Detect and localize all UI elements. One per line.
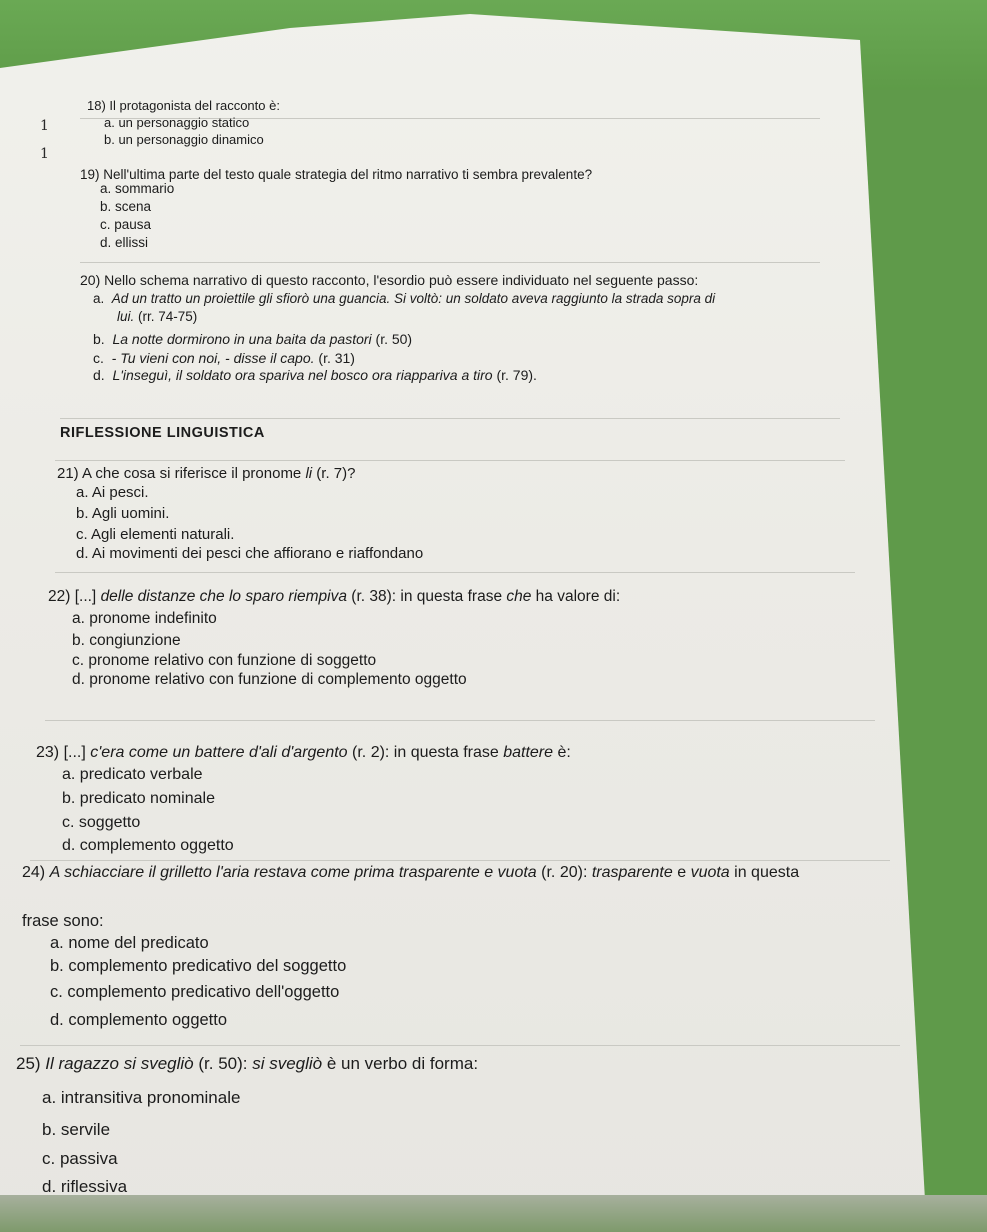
option-19a: a. sommario xyxy=(100,181,175,196)
question-italic: vuota xyxy=(690,864,730,881)
rule xyxy=(80,262,820,263)
question-italic: li xyxy=(305,465,313,482)
question-italic: c'era come un battere d'ali d'argento xyxy=(90,744,348,761)
option-20b xyxy=(93,331,412,347)
question-text: (r. 20): xyxy=(536,864,592,881)
rule xyxy=(20,1045,900,1046)
question-24 xyxy=(22,864,799,882)
option-24c: c. complemento predicativo dell'oggetto xyxy=(50,983,340,1001)
rule xyxy=(55,572,855,573)
question-text: ha valore di: xyxy=(531,588,621,605)
question-text: 22) [...] xyxy=(48,588,101,605)
rule xyxy=(55,460,845,461)
question-italic: si svegliò xyxy=(252,1054,323,1073)
line-ref: (rr. 74-75) xyxy=(138,309,198,324)
option-24b: b. complemento predicativo del soggetto xyxy=(50,957,347,975)
option-25b: b. servile xyxy=(42,1120,111,1139)
question-text: è un verbo di forma: xyxy=(322,1054,479,1073)
option-letter: a. xyxy=(93,291,105,306)
option-22c: c. pronome relativo con funzione di soggetto xyxy=(72,652,377,669)
option-25d: d. riflessiva xyxy=(42,1177,128,1196)
option-22d: d. pronome relativo con funzione di complemento oggetto xyxy=(72,671,467,688)
section-heading: RIFLESSIONE LINGUISTICA xyxy=(60,425,265,441)
question-text: in questa xyxy=(729,864,800,881)
margin-mark: 1 xyxy=(40,146,49,162)
option-24d: d. complemento oggetto xyxy=(50,1011,228,1029)
option-letter: d. xyxy=(93,367,105,383)
option-18b: b. un personaggio dinamico xyxy=(104,132,264,147)
option-20d xyxy=(93,367,537,383)
question-italic: delle distanze che lo sparo riempiva xyxy=(100,588,347,605)
option-25a: a. intransitiva pronominale xyxy=(42,1088,241,1107)
question-text: 23) [...] xyxy=(36,744,91,761)
option-21b: b. Agli uomini. xyxy=(76,505,170,522)
option-23d: d. complemento oggetto xyxy=(62,837,234,854)
question-20: 20) Nello schema narrativo di questo racconto, l'esordio può essere individuato nel seguente passo: xyxy=(80,272,699,288)
option-21d: d. Ai movimenti dei pesci che affiorano e riaffondano xyxy=(76,545,424,562)
option-18a: a. un personaggio statico xyxy=(104,115,250,130)
option-20b-text: La notte dormirono in una baita da pastori xyxy=(112,331,372,347)
question-text: (r. 2): in questa frase xyxy=(347,744,504,761)
option-letter: b. xyxy=(93,331,105,347)
option-21c: c. Agli elementi naturali. xyxy=(76,526,235,543)
question-text: (r. 38): in questa frase xyxy=(346,588,507,605)
rule xyxy=(60,418,840,419)
background-bottom xyxy=(0,1195,987,1232)
option-22a: a. pronome indefinito xyxy=(72,610,217,627)
option-23b: b. predicato nominale xyxy=(62,790,215,807)
option-letter: c. xyxy=(93,350,104,366)
question-24-line2: frase sono: xyxy=(22,912,104,930)
question-text: e xyxy=(672,864,691,881)
question-21 xyxy=(57,465,355,482)
question-text: (r. 7)? xyxy=(312,465,356,482)
line-ref: (r. 31) xyxy=(318,350,355,366)
question-italic: Il ragazzo si svegliò xyxy=(45,1054,194,1073)
option-19b: b. scena xyxy=(100,199,152,214)
rule xyxy=(30,860,890,861)
option-24a: a. nome del predicato xyxy=(50,934,209,952)
option-19c: c. pausa xyxy=(100,217,152,232)
margin-mark: 1 xyxy=(40,118,49,134)
question-19: 19) Nell'ultima parte del testo quale strategia del ritmo narrativo ti sembra prevalente? xyxy=(80,167,593,182)
option-23c: c. soggetto xyxy=(62,814,141,831)
option-19d: d. ellissi xyxy=(100,235,149,250)
option-20a-text2: lui. xyxy=(117,309,135,324)
question-23 xyxy=(36,744,571,762)
question-italic: trasparente xyxy=(591,864,673,881)
line-ref: (r. 79). xyxy=(496,367,537,383)
question-text: 25) xyxy=(16,1054,46,1073)
question-text: 21) A che cosa si riferisce il pronome xyxy=(57,465,306,482)
question-italic: battere xyxy=(503,744,554,761)
option-23a: a. predicato verbale xyxy=(62,766,203,783)
line-ref: (r. 50) xyxy=(375,331,413,347)
question-22 xyxy=(48,588,620,606)
question-italic: che xyxy=(506,588,532,605)
option-25c: c. passiva xyxy=(42,1149,118,1168)
question-18: 18) Il protagonista del racconto è: xyxy=(87,98,280,113)
option-20a-text: Ad un tratto un proiettile gli sfiorò una guancia. Si voltò: un soldato aveva raggiunto la strada sopra di xyxy=(111,291,716,306)
option-22b: b. congiunzione xyxy=(72,632,181,649)
question-text: 24) xyxy=(22,864,50,881)
question-text: (r. 50): xyxy=(193,1054,253,1073)
option-21a: a. Ai pesci. xyxy=(76,484,149,501)
option-20c xyxy=(93,350,355,366)
option-20a-line2 xyxy=(117,309,197,324)
question-text: è: xyxy=(553,744,571,761)
option-20d-text: L'inseguì, il soldato ora spariva nel bosco ora riappariva a tiro xyxy=(112,367,493,383)
question-25 xyxy=(16,1054,478,1074)
rule xyxy=(45,720,875,721)
option-20a xyxy=(93,291,715,306)
question-italic: A schiacciare il grilletto l'aria restava come prima trasparente e vuota xyxy=(49,864,537,881)
option-20c-text: - Tu vieni con noi, - disse il capo. xyxy=(111,350,315,366)
